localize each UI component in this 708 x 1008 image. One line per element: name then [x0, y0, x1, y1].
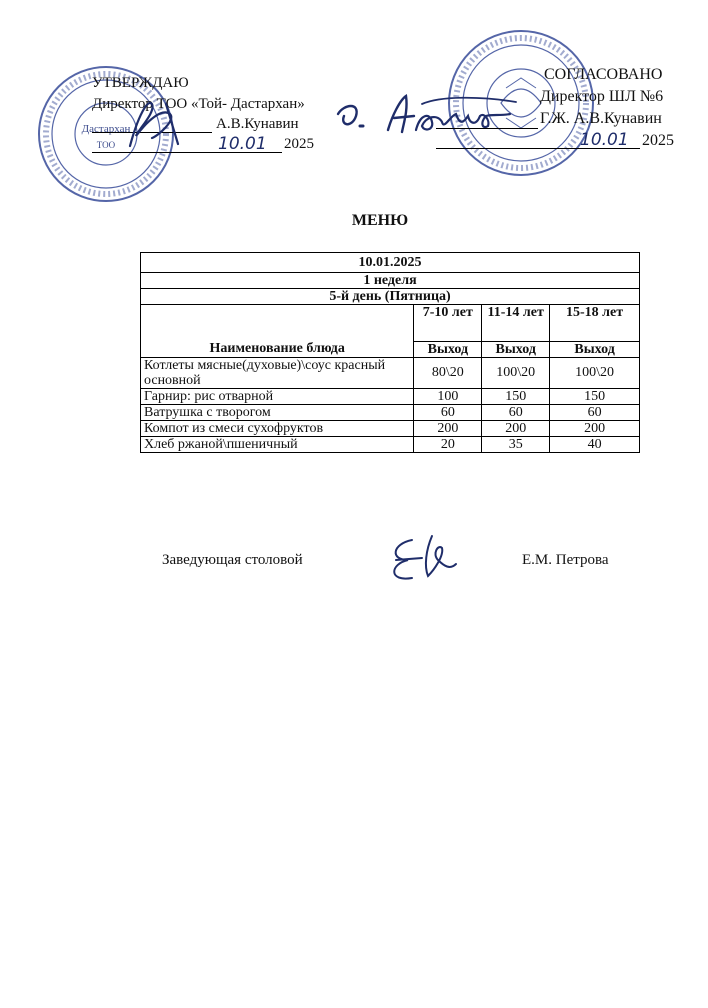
dish-output-3: 40 [550, 436, 640, 452]
approve-name: А.В.Кунавин [216, 116, 299, 132]
col-output-1: Выход [414, 341, 482, 357]
table-header-columns [141, 341, 640, 357]
table-row [141, 388, 640, 404]
left-stamp-center: Дастархан [81, 123, 131, 135]
agreement-signature [330, 86, 530, 146]
table-header-date [141, 253, 640, 273]
col-dish-name: Наименование блюда [141, 341, 414, 357]
approve-title: УТВЕРЖДАЮ [92, 75, 189, 91]
doc-title: МЕНЮ [351, 212, 409, 229]
dish-output-1: 80\20 [414, 357, 482, 388]
age-group-1: 7-10 лет [414, 305, 482, 342]
approve-year: 2025 [284, 136, 314, 152]
menu-table [140, 252, 640, 453]
col-output-2: Выход [482, 341, 550, 357]
table-header-day [141, 289, 640, 305]
table-row [141, 436, 640, 452]
dish-output-1: 60 [414, 404, 482, 420]
menu-day: 5-й день (Пятница) [141, 289, 640, 305]
footer-role: Заведующая столовой [162, 552, 303, 568]
dish-output-1: 100 [414, 388, 482, 404]
dish-output-1: 20 [414, 436, 482, 452]
dish-name: Котлеты мясные(духовые)\соус красный основной [141, 357, 414, 388]
col-output-3: Выход [550, 341, 640, 357]
menu-date: 10.01.2025 [141, 253, 640, 273]
dish-output-1: 200 [414, 420, 482, 436]
dish-output-3: 150 [550, 388, 640, 404]
agreed-signature-line [436, 128, 538, 129]
dish-name: Компот из смеси сухофруктов [141, 420, 414, 436]
agreed-position: Директор ШЛ №6 [540, 88, 664, 105]
left-stamp-sub: ТОО [96, 140, 116, 150]
approve-signature [118, 86, 188, 156]
table-row [141, 404, 640, 420]
approve-date-hand: 10.01 [218, 134, 267, 154]
agreed-title: СОГЛАСОВАНО [544, 66, 663, 83]
dish-name: Гарнир: рис отварной [141, 388, 414, 404]
table-header-week [141, 273, 640, 289]
dish-output-2: 200 [482, 420, 550, 436]
agreed-year: 2025 [642, 132, 674, 149]
dish-name: Ватрушка с творогом [141, 404, 414, 420]
footer-name: Е.М. Петрова [522, 552, 609, 568]
footer-signature [382, 530, 472, 586]
agreed-name: Г.Ж. А.В.Кунавин [540, 110, 662, 127]
age-group-3: 15-18 лет [550, 305, 640, 342]
agreed-date-hand: 10.01 [580, 130, 629, 150]
dish-output-3: 100\20 [550, 357, 640, 388]
blank-cell [141, 305, 414, 342]
dish-output-2: 35 [482, 436, 550, 452]
dish-output-2: 100\20 [482, 357, 550, 388]
table-header-ages [141, 305, 640, 342]
dish-output-2: 150 [482, 388, 550, 404]
approve-position: Директор ТОО «Той- Дастархан» [92, 96, 305, 112]
dish-output-3: 200 [550, 420, 640, 436]
table-row [141, 357, 640, 388]
dish-output-3: 60 [550, 404, 640, 420]
dish-output-2: 60 [482, 404, 550, 420]
dish-name: Хлеб ржаной\пшеничный [141, 436, 414, 452]
table-row [141, 420, 640, 436]
age-group-2: 11-14 лет [482, 305, 550, 342]
menu-week: 1 неделя [141, 273, 640, 289]
